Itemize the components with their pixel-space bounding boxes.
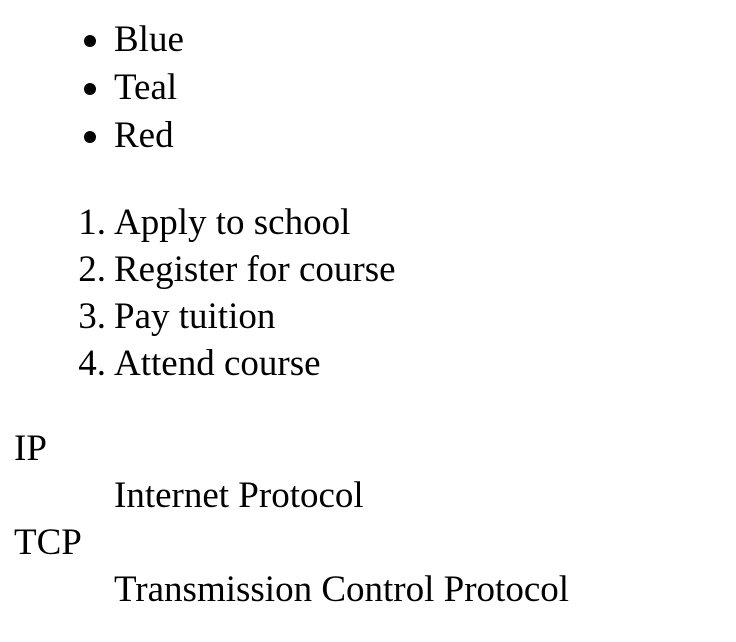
bullet-icon (84, 35, 96, 47)
list-item-number: 4. (78, 343, 106, 384)
list-item-label: Pay tuition (114, 296, 276, 337)
unordered-list (14, 16, 724, 160)
list-item-number: 3. (78, 296, 106, 337)
ordered-list (14, 199, 724, 387)
list-item-label: Red (114, 115, 174, 156)
list-item-number: 2. (78, 249, 106, 290)
list-item-label: Teal (114, 67, 178, 108)
list-item (14, 199, 724, 246)
definition-term: IP (14, 428, 47, 469)
list-item (14, 16, 724, 64)
bullet-icon (84, 83, 96, 95)
list-item (14, 340, 724, 387)
definition-list (14, 425, 724, 613)
document-page (14, 16, 724, 613)
list-item (14, 112, 724, 160)
list-item-label: Apply to school (114, 202, 351, 243)
list-item (14, 64, 724, 112)
list-item-number: 1. (78, 202, 106, 243)
list-item-label: Attend course (114, 343, 321, 384)
definition-description: Transmission Control Protocol (114, 569, 570, 610)
bullet-icon (84, 131, 96, 143)
list-item-label: Register for course (114, 249, 396, 290)
list-item (14, 293, 724, 340)
list-item-label: Blue (114, 19, 184, 60)
list-item (14, 246, 724, 293)
definition-term: TCP (14, 522, 82, 563)
definition-description: Internet Protocol (114, 475, 364, 516)
